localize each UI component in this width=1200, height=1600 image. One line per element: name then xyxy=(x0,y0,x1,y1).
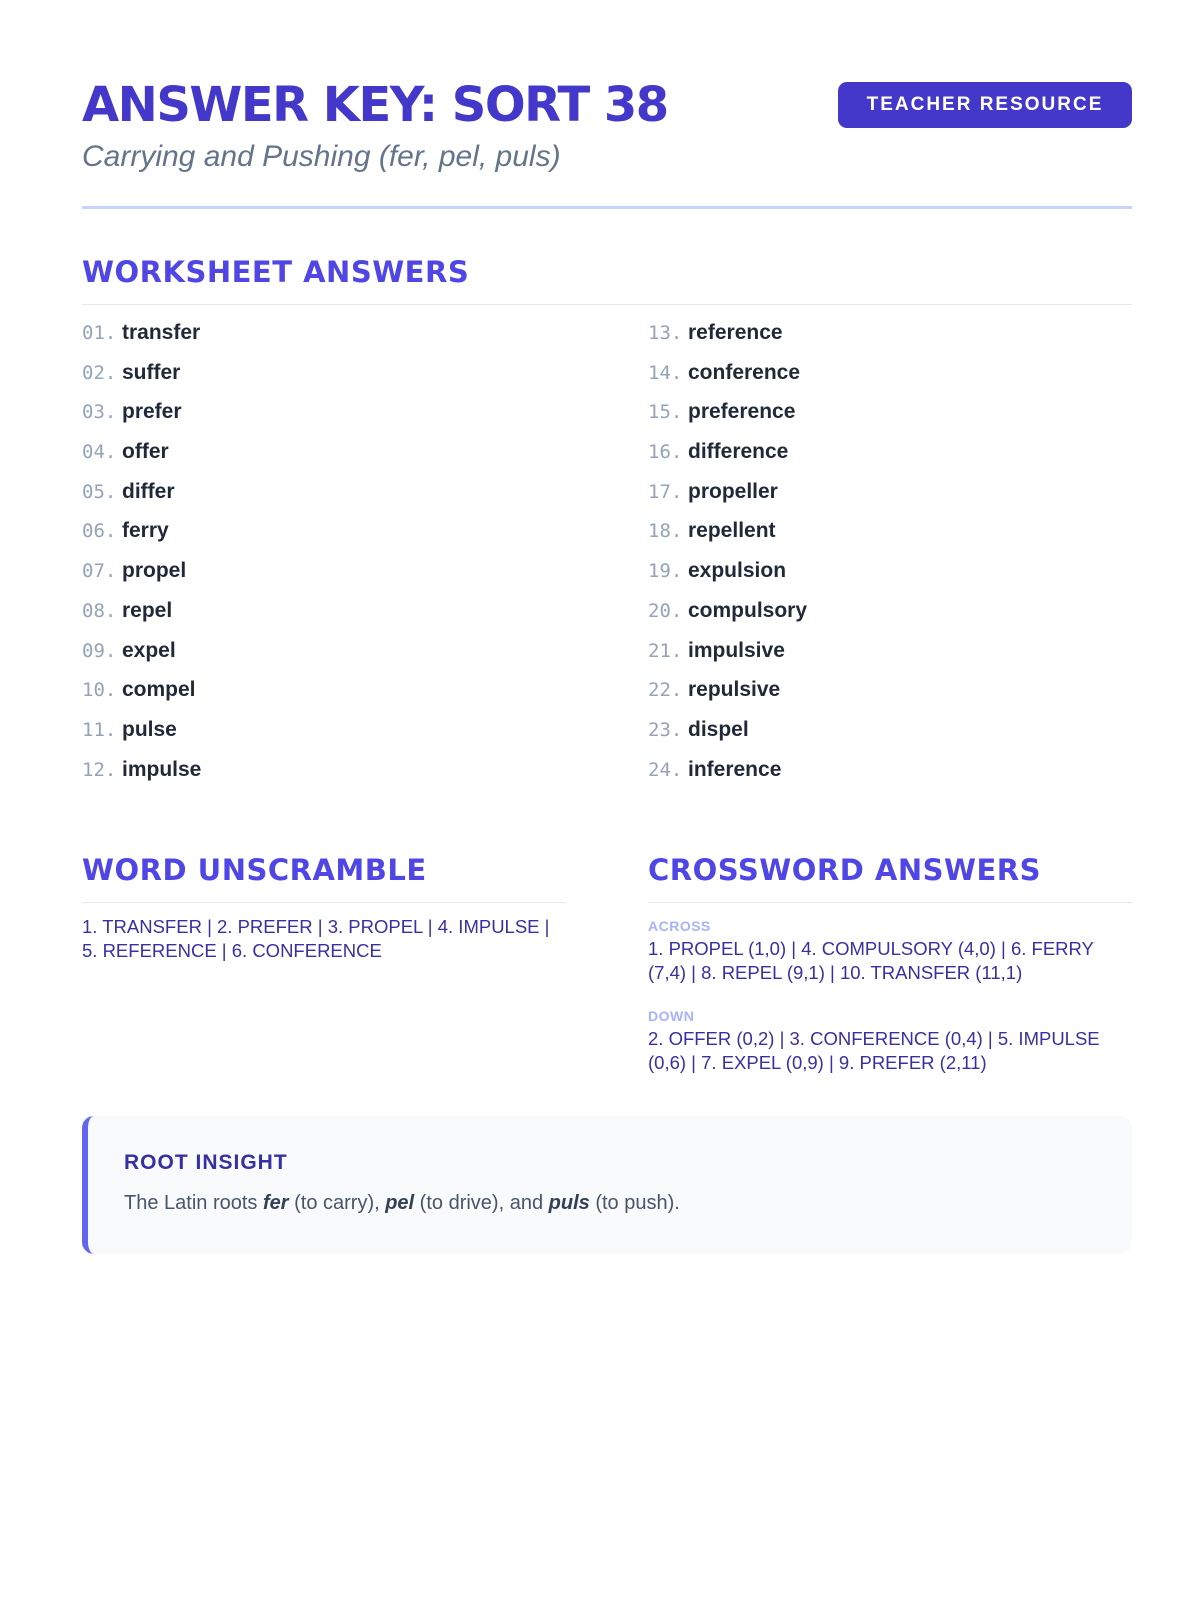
answer-number: 10. xyxy=(82,679,117,702)
header-divider xyxy=(82,206,1132,209)
crossword-answers-title: CROSSWORD ANSWERS xyxy=(648,853,1041,887)
answer-number: 13. xyxy=(648,322,683,344)
word-unscramble-title: WORD UNSCRAMBLE xyxy=(82,853,427,887)
answer-word: expulsion xyxy=(688,559,787,583)
answer-number: 05. xyxy=(82,480,117,503)
insight-text-segment: (to carry), xyxy=(288,1192,386,1214)
answer-number: 04. xyxy=(82,441,117,464)
answer-item xyxy=(82,639,562,679)
answer-item xyxy=(82,678,562,718)
down-answers: 2. OFFER (0,2) | 3. CONFERENCE (0,4) | 5. IMPULSE (0,6) | 7. EXPEL (0,9) | 9. PREFER (2,11) xyxy=(648,1028,1100,1073)
answer-number: 19. xyxy=(648,560,683,583)
answer-item xyxy=(82,440,562,480)
answer-number: 23. xyxy=(648,718,683,741)
page-header xyxy=(82,76,1132,206)
answer-word: repellent xyxy=(688,519,776,543)
answer-word: repel xyxy=(122,598,173,622)
root-pel: pel xyxy=(385,1192,415,1214)
answer-item xyxy=(648,321,1128,361)
answer-word: suffer xyxy=(122,360,181,384)
answer-item xyxy=(82,400,562,440)
answer-item xyxy=(648,440,1128,480)
answer-word: impulse xyxy=(122,757,202,781)
insight-text-segment: (to push). xyxy=(589,1192,680,1214)
answer-number: 24. xyxy=(648,758,683,781)
answer-number: 15. xyxy=(648,401,683,424)
answers-column-right xyxy=(648,321,1128,797)
answer-item xyxy=(648,678,1128,718)
section-divider xyxy=(82,902,566,903)
answer-number: 14. xyxy=(648,361,683,384)
across-label: ACROSS xyxy=(648,918,711,934)
worksheet-answers-grid xyxy=(82,321,1132,811)
answer-number: 22. xyxy=(648,679,683,702)
answer-word: prefer xyxy=(122,400,182,424)
answer-number: 06. xyxy=(82,520,117,543)
answer-number: 01. xyxy=(82,322,117,344)
answer-item xyxy=(648,639,1128,679)
answer-word: dispel xyxy=(688,717,749,741)
answer-word: reference xyxy=(688,321,783,344)
answer-number: 08. xyxy=(82,599,117,622)
answer-item xyxy=(82,758,562,798)
answer-number: 03. xyxy=(82,401,117,424)
word-unscramble-section xyxy=(82,852,566,963)
answer-number: 16. xyxy=(648,441,683,464)
answer-item xyxy=(648,519,1128,559)
answer-number: 12. xyxy=(82,758,117,781)
answer-item xyxy=(82,361,562,401)
answer-item xyxy=(82,559,562,599)
across-answers: 1. PROPEL (1,0) | 4. COMPULSORY (4,0) | 6. FERRY (7,4) | 8. REPEL (9,1) | 10. TRANSFER (11,1) xyxy=(648,938,1094,983)
answer-number: 07. xyxy=(82,560,117,583)
answer-item xyxy=(648,400,1128,440)
page-title: ANSWER KEY: SORT 38 xyxy=(82,77,668,133)
answer-item xyxy=(648,758,1128,798)
page-subtitle: Carrying and Pushing (fer, pel, puls) xyxy=(82,140,561,173)
answer-number: 11. xyxy=(82,718,117,741)
answer-item xyxy=(82,321,562,361)
answer-item xyxy=(648,480,1128,520)
root-insight-title: ROOT INSIGHT xyxy=(124,1151,288,1174)
down-label: DOWN xyxy=(648,1008,695,1024)
section-divider xyxy=(648,902,1132,903)
root-insight-callout xyxy=(82,1116,1132,1254)
answer-word: propel xyxy=(122,559,187,583)
answer-number: 18. xyxy=(648,520,683,543)
answer-number: 17. xyxy=(648,480,683,503)
answer-word: propeller xyxy=(688,479,778,503)
answer-word: offer xyxy=(122,440,169,464)
answer-word: impulsive xyxy=(688,638,785,662)
answer-item xyxy=(648,599,1128,639)
answer-word: repulsive xyxy=(688,678,781,702)
answer-number: 09. xyxy=(82,639,117,662)
worksheet-answers-section xyxy=(82,254,1132,811)
answer-item xyxy=(648,718,1128,758)
root-fer: fer xyxy=(262,1192,289,1214)
insight-text-segment: The Latin roots xyxy=(124,1192,263,1214)
answer-word: preference xyxy=(688,400,796,424)
answer-item xyxy=(648,361,1128,401)
answer-word: compulsory xyxy=(688,598,808,622)
answer-item xyxy=(82,599,562,639)
worksheet-answers-title: WORKSHEET ANSWERS xyxy=(82,255,470,289)
answer-item xyxy=(82,480,562,520)
answer-word: ferry xyxy=(122,519,169,543)
answer-number: 20. xyxy=(648,599,683,622)
answer-item xyxy=(648,559,1128,599)
answers-column-left xyxy=(82,321,562,797)
answer-item xyxy=(82,718,562,758)
answer-word: conference xyxy=(688,360,801,384)
crossword-answers-section xyxy=(648,852,1132,1075)
answer-number: 21. xyxy=(648,639,683,662)
answer-word: compel xyxy=(122,678,196,702)
answer-word: transfer xyxy=(122,321,201,344)
answer-word: difference xyxy=(688,440,789,464)
root-insight-text xyxy=(124,1190,1132,1216)
answer-word: expel xyxy=(122,638,176,662)
unscramble-answers: 1. TRANSFER | 2. PREFER | 3. PROPEL | 4. IMPULSE | 5. REFERENCE | 6. CONFERENCE xyxy=(82,916,550,961)
answer-number: 02. xyxy=(82,361,117,384)
section-divider xyxy=(82,304,1132,305)
answer-word: inference xyxy=(688,757,782,781)
answer-item xyxy=(82,519,562,559)
root-puls: puls xyxy=(548,1192,590,1214)
answer-word: differ xyxy=(122,479,175,503)
teacher-resource-badge: TEACHER RESOURCE xyxy=(838,82,1132,128)
answer-word: pulse xyxy=(122,717,177,741)
insight-text-segment: (to drive), and xyxy=(414,1192,549,1214)
